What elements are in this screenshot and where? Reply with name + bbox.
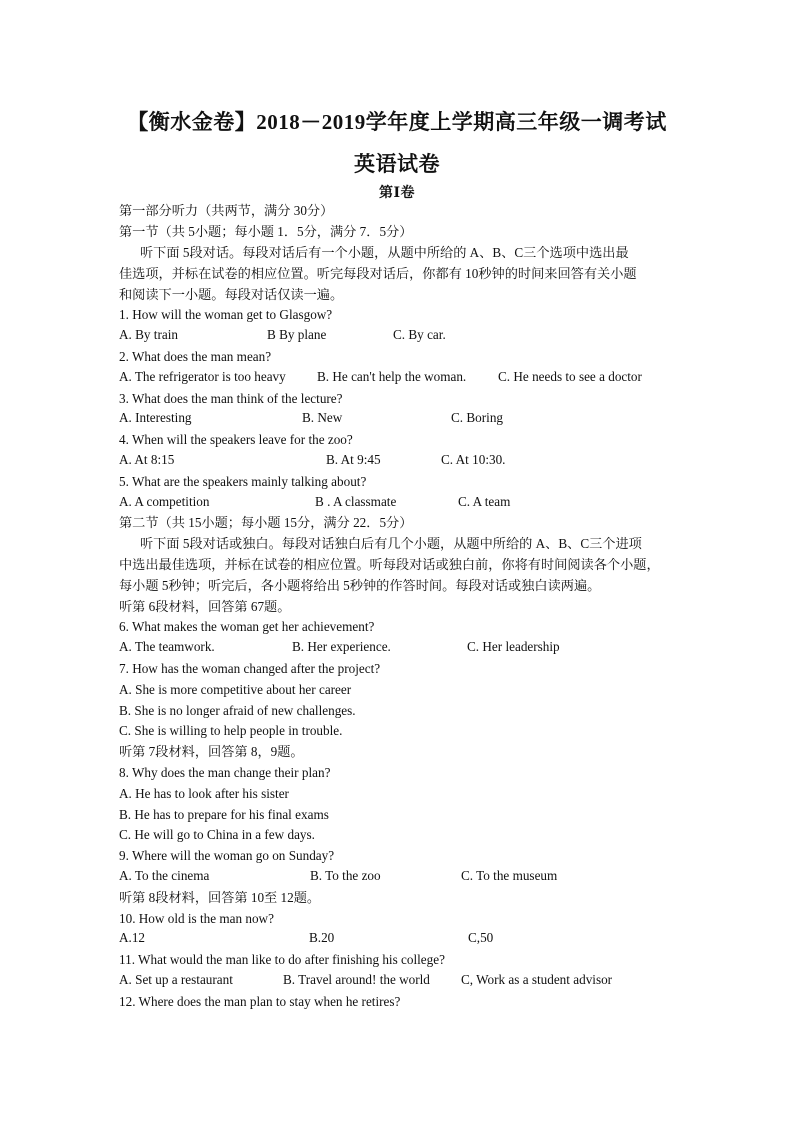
option-c: C. She is willing to help people in trouble. bbox=[119, 723, 343, 738]
option-a: A. The teamwork. bbox=[119, 639, 215, 654]
option-a: A. She is more competitive about her career bbox=[119, 682, 352, 697]
material-8-note: 听第 8段材料，回答第 10至 12题。 bbox=[119, 890, 321, 905]
option-c: C. Her leadership bbox=[467, 639, 560, 654]
option-b: B. At 9:45 bbox=[326, 452, 381, 467]
option-b: B. Her experience. bbox=[292, 639, 391, 654]
section2-instruction-1: 听下面 5段对话或独白。每段对话独白后有几个小题，从题中所给的 A、B、C三个进项 bbox=[140, 536, 642, 551]
section2-instruction-2: 中选出最佳选项，并标在试卷的相应位置。听每段对话或独白前，你将有时间阅读各个小题， bbox=[119, 557, 660, 572]
option-a: A. By train bbox=[119, 327, 178, 342]
section1-instruction-1: 听下面 5段对话。每段对话后有一个小题，从题中所给的 A、B、C三个选项中选出最 bbox=[140, 245, 629, 260]
question-stem: 8. Why does the man change their plan? bbox=[119, 765, 331, 780]
option-c: C. Boring bbox=[451, 410, 504, 425]
option-a: A. To the cinema bbox=[119, 868, 210, 883]
option-c: C,50 bbox=[468, 930, 494, 945]
section1-instruction-3: 和阅读下一小题。每段对话仅读一遍。 bbox=[119, 287, 344, 302]
section1-heading: 第一节（共 5小题；每小题 1．5分，满分 7．5分） bbox=[119, 224, 413, 239]
option-b: B. To the zoo bbox=[310, 868, 381, 883]
option-a: A. At 8:15 bbox=[119, 452, 175, 467]
material-7-note: 听第 7段材料，回答第 8，9题。 bbox=[119, 744, 304, 759]
option-a: A. He has to look after his sister bbox=[119, 786, 289, 801]
question-stem: 9. Where will the woman go on Sunday? bbox=[119, 848, 335, 863]
option-b: B. He can't help the woman. bbox=[317, 369, 467, 384]
option-c: C. A team bbox=[458, 494, 511, 509]
option-a: A. The refrigerator is too heavy bbox=[119, 369, 286, 384]
volume-heading: 第Ⅰ卷 bbox=[378, 186, 416, 201]
exam-subtitle: 英语试卷 bbox=[354, 152, 440, 176]
option-b: B By plane bbox=[267, 327, 327, 342]
material-6-note: 听第 6段材料，回答第 67题。 bbox=[119, 599, 291, 614]
option-b: B . A classmate bbox=[315, 494, 397, 509]
question-stem: 4. When will the speakers leave for the zoo? bbox=[119, 432, 353, 447]
section1-instruction-2: 佳选项，并标在试卷的相应位置。听完每段对话后，你都有 10秒钟的时间来回答有关小题 bbox=[119, 266, 637, 281]
option-c: C. By car. bbox=[393, 327, 446, 342]
option-c: C. At 10:30. bbox=[441, 452, 506, 467]
option-b: B. New bbox=[302, 410, 343, 425]
option-c: C. He will go to China in a few days. bbox=[119, 827, 315, 842]
option-a: A. Interesting bbox=[119, 410, 192, 425]
question-stem: 2. What does the man mean? bbox=[119, 349, 272, 364]
option-a: A. A competition bbox=[119, 494, 210, 509]
question-stem: 7. How has the woman changed after the project? bbox=[119, 661, 381, 676]
option-a: A. Set up a restaurant bbox=[119, 972, 233, 987]
question-stem: 10. How old is the man now? bbox=[119, 911, 274, 926]
section2-instruction-3: 每小题 5秒钟；听完后，各小题将给出 5秒钟的作答时间。每段对话或独白读两遍。 bbox=[119, 578, 601, 593]
question-stem: 11. What would the man like to do after finishing his college? bbox=[119, 952, 445, 967]
question-stem: 1. How will the woman get to Glasgow? bbox=[119, 307, 333, 322]
option-b: B. Travel around! the world bbox=[283, 972, 430, 987]
option-c: C, Work as a student advisor bbox=[461, 972, 613, 987]
section2-heading: 第二节（共 15小题；每小题 15分，满分 22．5分） bbox=[119, 515, 413, 530]
option-b: B. He has to prepare for his final exams bbox=[119, 807, 329, 822]
question-stem: 6. What makes the woman get her achievement? bbox=[119, 619, 375, 634]
option-b: B.20 bbox=[309, 930, 335, 945]
option-b: B. She is no longer afraid of new challenges. bbox=[119, 703, 356, 718]
option-c: C. He needs to see a doctor bbox=[498, 369, 642, 384]
question-stem: 5. What are the speakers mainly talking about? bbox=[119, 474, 367, 489]
question-stem: 12. Where does the man plan to stay when he retires? bbox=[119, 994, 401, 1009]
option-a: A.12 bbox=[119, 930, 146, 945]
exam-title: 【衡水金卷】2018－2019学年度上学期高三年级一调考试 bbox=[127, 110, 667, 134]
question-stem: 3. What does the man think of the lecture? bbox=[119, 391, 343, 406]
part1-heading: 第一部分听力（共两节，满分 30分） bbox=[119, 203, 334, 218]
option-c: C. To the museum bbox=[461, 868, 558, 883]
